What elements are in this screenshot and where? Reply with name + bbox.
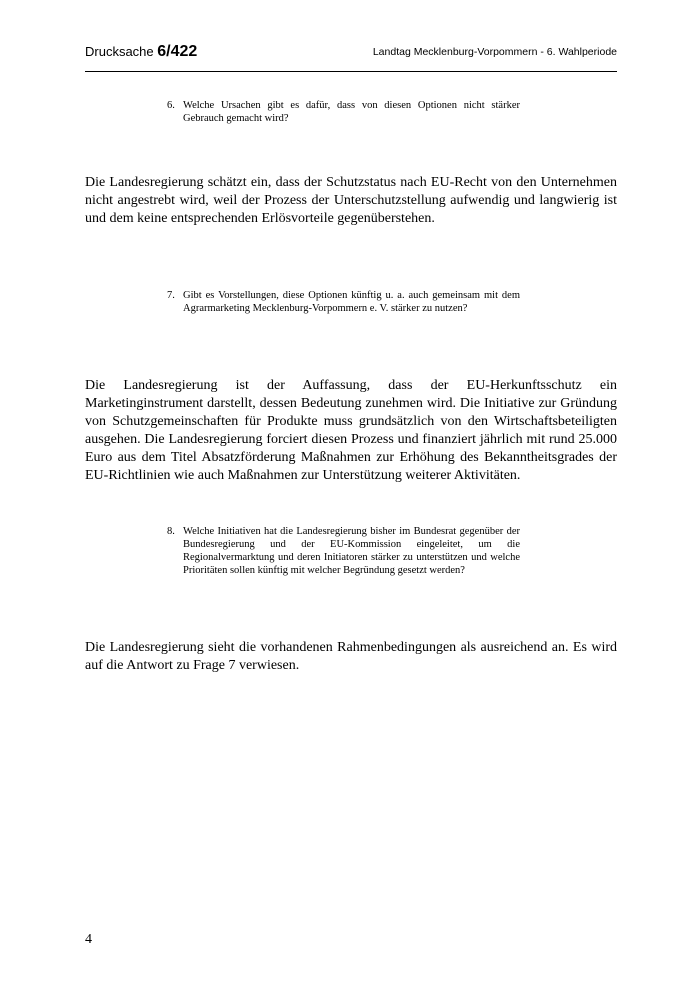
page-number: 4 [85, 932, 92, 947]
question-6 [167, 99, 520, 125]
answer-8: Die Landesregierung sieht die vorhandenen Rahmenbedingungen als ausreichend an. Es wird auf die Antwort zu Frage 7 verwiesen. [85, 640, 617, 673]
question-number: 7. [167, 290, 175, 301]
question-text: Gibt es Vorstellungen, diese Optionen künftig u. a. auch gemeinsam mit dem Agrarmarketing Mecklenburg-Vorpommern e. V. stärker zu nutzen? [183, 290, 520, 314]
question-text: Welche Initiativen hat die Landesregierung bisher im Bundesrat gegenüber der Bundesregierung und der EU-Kommission eingeleitet, um die Regionalvermarktung und deren Initiatoren stärker zu unterstützen und welche Prioritäten sollen künftig mit welcher Begründung gesetzt werden? [183, 526, 520, 576]
document-label: Drucksache [85, 44, 154, 59]
document-number: 6/422 [157, 43, 198, 60]
answer-7: Die Landesregierung ist der Auffassung, dass der EU-Herkunftsschutz ein Marketinginstrument darstellt, dessen Bedeutung zunehmen wird. Die Initiative zur Gründung von Schutzgemeinschaften für Produkte muss grundsätzlich von den Wirtschaftsbeteiligten ausgehen. Die Landesregierung forciert diesen Prozess und finanziert jährlich mit rund 25.000 Euro aus dem Titel Absatzförderung Maßnahmen zur Erhöhung des Bekanntheitsgrades der EU-Richtlinien wie auch Maßnahmen zur Unterstützung weiterer Aktivitäten. [85, 378, 617, 483]
header-rule [85, 71, 617, 72]
question-number: 6. [167, 100, 175, 111]
document-reference [85, 43, 197, 61]
question-number: 8. [167, 526, 175, 537]
question-7 [167, 289, 520, 315]
question-8 [167, 525, 520, 577]
answer-6: Die Landesregierung schätzt ein, dass der Schutzstatus nach EU-Recht von den Unternehmen nicht angestrebt wird, weil der Prozess der Unterschutzstellung aufwendig und langwierig ist und dem keine entsprechenden Erlösvorteile gegenüberstehen. [85, 175, 617, 226]
question-text: Welche Ursachen gibt es dafür, dass von diesen Optionen nicht stärker Gebrauch gemacht wird? [183, 100, 520, 124]
parliament-title: Landtag Mecklenburg-Vorpommern - 6. Wahlperiode [372, 46, 617, 58]
page-header [85, 43, 617, 63]
